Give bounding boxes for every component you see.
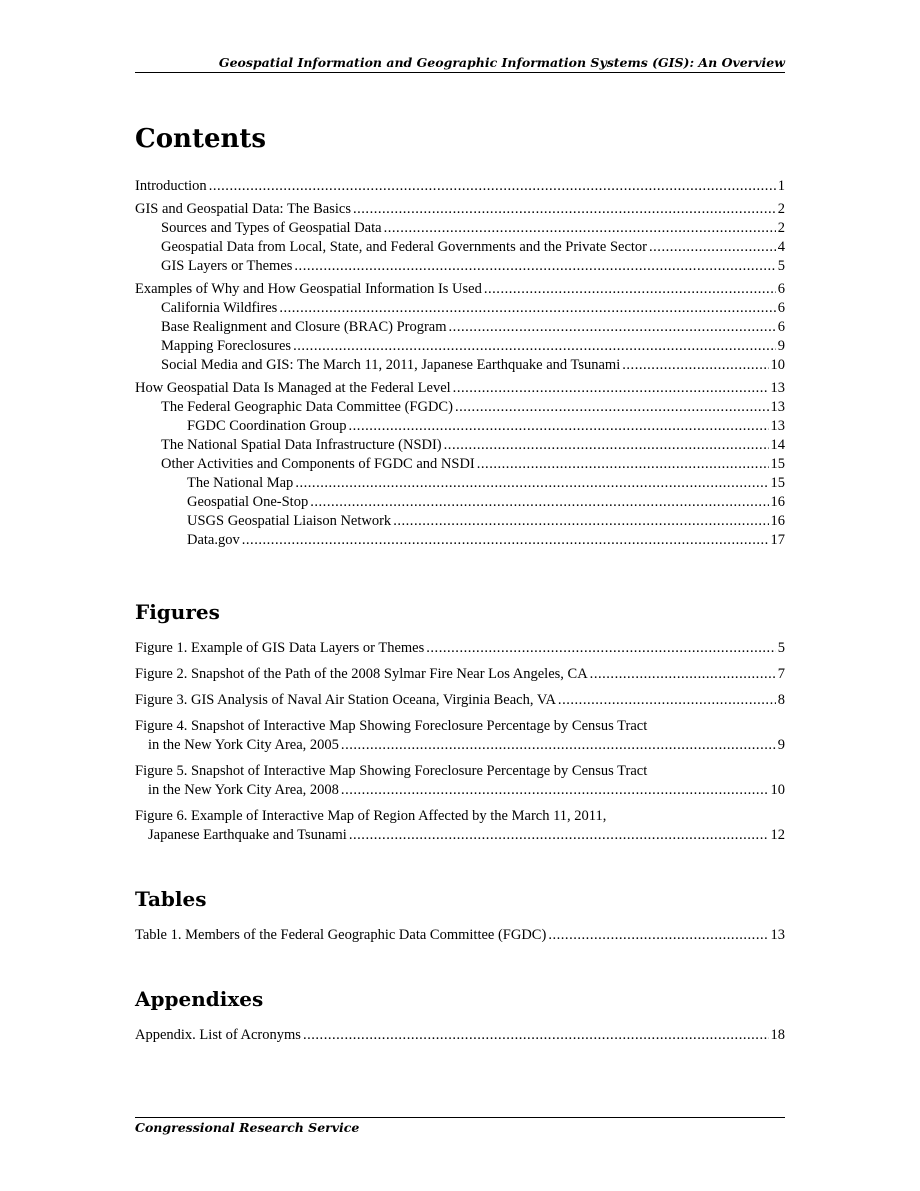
appendixes-heading: Appendixes bbox=[135, 987, 264, 1011]
toc-entry-page: 2 bbox=[777, 220, 785, 236]
toc-entry-social-media[interactable] bbox=[135, 356, 785, 375]
figure-entry-page: 7 bbox=[777, 666, 785, 682]
dot-leader bbox=[384, 219, 776, 238]
toc-entry-title: USGS Geospatial Liaison Network bbox=[187, 513, 392, 529]
toc-entry-gis-basics[interactable] bbox=[135, 200, 785, 219]
figure-entry-2[interactable] bbox=[135, 665, 785, 684]
figure-entry-title: Figure 2. Snapshot of the Path of the 2008 Sylmar Fire Near Los Angeles, CA bbox=[135, 666, 588, 682]
table-entry-title: Table 1. Members of the Federal Geographic Data Committee (FGDC) bbox=[135, 927, 547, 943]
figure-entry-title-line2: Japanese Earthquake and Tsunami bbox=[148, 827, 347, 843]
toc-entry-title: How Geospatial Data Is Managed at the Federal Level bbox=[135, 380, 451, 396]
dot-leader bbox=[548, 926, 768, 945]
dot-leader bbox=[310, 493, 768, 512]
figure-entry-page: 12 bbox=[770, 827, 785, 843]
figure-entry-page: 10 bbox=[770, 782, 785, 798]
dot-leader bbox=[349, 417, 769, 436]
toc-entry-page: 5 bbox=[777, 258, 785, 274]
figure-entry-page: 9 bbox=[777, 737, 785, 753]
toc-entry-title: GIS and Geospatial Data: The Basics bbox=[135, 201, 351, 217]
figure-entry-4[interactable] bbox=[135, 717, 785, 755]
toc-entry-page: 1 bbox=[777, 178, 785, 194]
toc-entry-brac[interactable] bbox=[135, 318, 785, 337]
dot-leader bbox=[590, 665, 776, 684]
toc-entry-geospatial-data-governments[interactable] bbox=[135, 238, 785, 257]
toc-entry-title: Introduction bbox=[135, 178, 207, 194]
figure-entry-title: Figure 1. Example of GIS Data Layers or Themes bbox=[135, 640, 425, 656]
toc-entry-title: Mapping Foreclosures bbox=[161, 338, 292, 354]
running-header: Geospatial Information and Geographic Information Systems (GIS): An Overview bbox=[218, 55, 785, 70]
toc-entry-page: 13 bbox=[770, 399, 785, 415]
appendix-entry-title: Appendix. List of Acronyms bbox=[135, 1027, 301, 1043]
figure-entry-title-line1: Figure 4. Snapshot of Interactive Map Showing Foreclosure Percentage by Census Tract bbox=[135, 718, 648, 734]
toc-entry-nsdi[interactable] bbox=[135, 436, 785, 455]
toc-entry-page: 6 bbox=[777, 281, 785, 297]
toc-entry-page: 13 bbox=[770, 418, 785, 434]
toc-entry-title: Sources and Types of Geospatial Data bbox=[161, 220, 382, 236]
tables-list bbox=[135, 926, 785, 945]
toc-entry-federal-level[interactable] bbox=[135, 379, 785, 398]
toc-entry-title: The National Map bbox=[187, 475, 294, 491]
toc-entry-page: 4 bbox=[777, 239, 785, 255]
toc-entry-california-wildfires[interactable] bbox=[135, 299, 785, 318]
toc-entry-introduction[interactable] bbox=[135, 177, 785, 196]
figures-list bbox=[135, 639, 785, 845]
toc-entry-fgdc-coordination[interactable] bbox=[135, 417, 785, 436]
toc-entry-title: Other Activities and Components of FGDC and NSDI bbox=[161, 456, 475, 472]
dot-leader bbox=[455, 398, 769, 417]
dot-leader bbox=[294, 257, 775, 276]
dot-leader bbox=[303, 1026, 769, 1045]
contents-heading: Contents bbox=[135, 124, 267, 154]
dot-leader bbox=[209, 177, 776, 196]
contents-list bbox=[135, 177, 785, 550]
toc-entry-page: 14 bbox=[770, 437, 785, 453]
toc-entry-page: 13 bbox=[770, 380, 785, 396]
toc-entry-page: 17 bbox=[770, 532, 785, 548]
toc-entry-page: 15 bbox=[770, 456, 785, 472]
toc-entry-page: 10 bbox=[770, 357, 785, 373]
dot-leader bbox=[349, 826, 769, 845]
figure-entry-title: Figure 3. GIS Analysis of Naval Air Station Oceana, Virginia Beach, VA bbox=[135, 692, 556, 708]
toc-entry-page: 6 bbox=[777, 300, 785, 316]
dot-leader bbox=[444, 436, 769, 455]
toc-entry-liaison-network[interactable] bbox=[135, 512, 785, 531]
toc-entry-title: GIS Layers or Themes bbox=[161, 258, 293, 274]
table-entry-1[interactable] bbox=[135, 926, 785, 945]
toc-entry-page: 6 bbox=[777, 319, 785, 335]
table-entry-page: 13 bbox=[770, 927, 785, 943]
dot-leader bbox=[279, 299, 775, 318]
figure-entry-1[interactable] bbox=[135, 639, 785, 658]
toc-entry-title: California Wildfires bbox=[161, 300, 278, 316]
toc-entry-title: Examples of Why and How Geospatial Information Is Used bbox=[135, 281, 482, 297]
toc-entry-mapping-foreclosures[interactable] bbox=[135, 337, 785, 356]
figures-heading: Figures bbox=[135, 600, 220, 624]
toc-entry-title: Geospatial One-Stop bbox=[187, 494, 309, 510]
toc-entry-title: The Federal Geographic Data Committee (FGDC) bbox=[161, 399, 453, 415]
figure-entry-3[interactable] bbox=[135, 691, 785, 710]
toc-entry-page: 16 bbox=[770, 513, 785, 529]
dot-leader bbox=[295, 474, 768, 493]
toc-entry-sources-types[interactable] bbox=[135, 219, 785, 238]
tables-heading: Tables bbox=[135, 887, 207, 911]
dot-leader bbox=[341, 736, 776, 755]
running-footer: Congressional Research Service bbox=[135, 1120, 360, 1135]
figure-entry-title-line2: in the New York City Area, 2008 bbox=[148, 782, 339, 798]
dot-leader bbox=[477, 455, 769, 474]
figure-entry-5[interactable] bbox=[135, 762, 785, 800]
figure-entry-title-line2: in the New York City Area, 2005 bbox=[148, 737, 339, 753]
appendix-entry-page: 18 bbox=[770, 1027, 785, 1043]
dot-leader bbox=[484, 280, 776, 299]
toc-entry-page: 15 bbox=[770, 475, 785, 491]
dot-leader bbox=[242, 531, 769, 550]
toc-entry-examples[interactable] bbox=[135, 280, 785, 299]
appendix-entry-1[interactable] bbox=[135, 1026, 785, 1045]
toc-entry-page: 16 bbox=[770, 494, 785, 510]
dot-leader bbox=[426, 639, 776, 658]
dot-leader bbox=[353, 200, 776, 219]
toc-entry-title: The National Spatial Data Infrastructure (NSDI) bbox=[161, 437, 442, 453]
footer-rule bbox=[135, 1117, 785, 1118]
figure-entry-6[interactable] bbox=[135, 807, 785, 845]
toc-entry-gis-layers[interactable] bbox=[135, 257, 785, 276]
dot-leader bbox=[293, 337, 776, 356]
toc-entry-title: Base Realignment and Closure (BRAC) Program bbox=[161, 319, 447, 335]
figure-entry-title-line1: Figure 6. Example of Interactive Map of Region Affected by the March 11, 2011, bbox=[135, 808, 607, 824]
figure-entry-title-line1: Figure 5. Snapshot of Interactive Map Showing Foreclosure Percentage by Census Tract bbox=[135, 763, 648, 779]
toc-entry-national-map[interactable] bbox=[135, 474, 785, 493]
dot-leader bbox=[393, 512, 768, 531]
toc-entry-title: Geospatial Data from Local, State, and Federal Governments and the Private Sector bbox=[161, 239, 647, 255]
toc-entry-one-stop[interactable] bbox=[135, 493, 785, 512]
dot-leader bbox=[558, 691, 776, 710]
figure-entry-page: 5 bbox=[777, 640, 785, 656]
toc-entry-title: FGDC Coordination Group bbox=[187, 418, 347, 434]
toc-entry-title: Data.gov bbox=[187, 532, 240, 548]
toc-entry-other-activities[interactable] bbox=[135, 455, 785, 474]
toc-entry-data-gov[interactable] bbox=[135, 531, 785, 550]
dot-leader bbox=[453, 379, 769, 398]
header-rule bbox=[135, 72, 785, 73]
toc-entry-title: Social Media and GIS: The March 11, 2011, Japanese Earthquake and Tsunami bbox=[161, 357, 621, 373]
toc-entry-page: 2 bbox=[777, 201, 785, 217]
appendixes-list bbox=[135, 1026, 785, 1045]
dot-leader bbox=[649, 238, 776, 257]
toc-entry-page: 9 bbox=[777, 338, 785, 354]
dot-leader bbox=[449, 318, 776, 337]
figure-entry-page: 8 bbox=[777, 692, 785, 708]
dot-leader bbox=[622, 356, 768, 375]
toc-entry-fgdc[interactable] bbox=[135, 398, 785, 417]
dot-leader bbox=[341, 781, 769, 800]
